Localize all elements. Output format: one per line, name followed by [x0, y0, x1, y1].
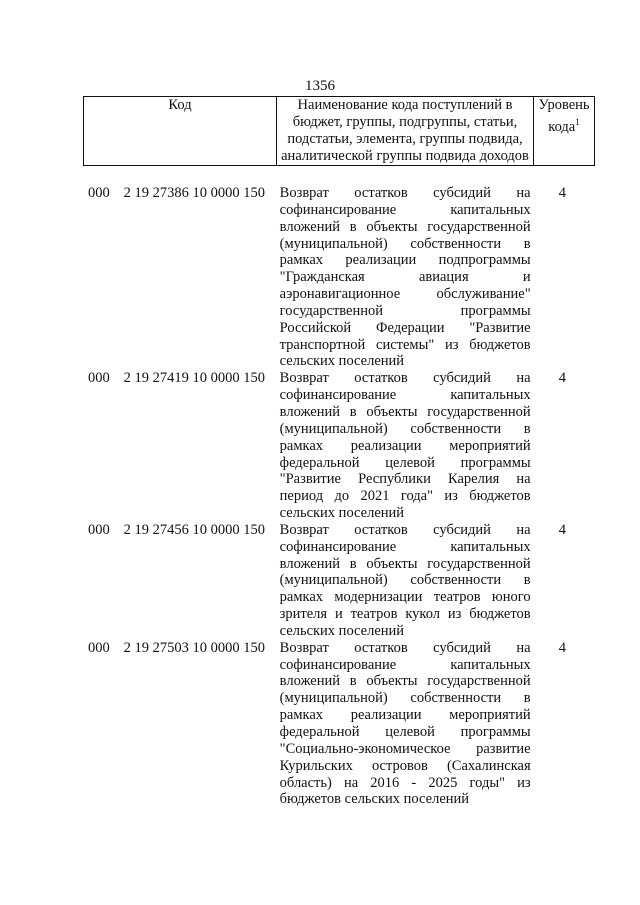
table-row: [88, 640, 588, 808]
income-code: 2 19 27456 10 0000 150: [123, 521, 265, 538]
header-name: Наименование кода поступлений в бюджет, группы, подгруппы, статьи, подстатьи, элемента, группы подвида, аналитической группы подвида доходов: [277, 97, 534, 166]
income-name: Возврат остатков субсидий на софинансирование капитальных вложений в объекты государственной (муниципальной) собственности в рамках реализации мероприятий федеральной целевой программы "Социально-экономическое развитие Курильских островов (Сахалинская область) на 2016 - 2025 годы" из бюджетов сельских поселений: [279, 639, 531, 808]
table-row: [88, 522, 588, 640]
income-name: Возврат остатков субсидий на софинансирование капитальных вложений в объекты государственной (муниципальной) собственности в рамках реализации мероприятий федеральной целевой программы "Развитие Республики Карелия на период до 2021 года" из бюджетов сельских поселений: [279, 370, 531, 522]
code-level: 4: [558, 639, 566, 656]
admin-code: 000: [88, 639, 110, 656]
admin-code: 000: [88, 370, 110, 387]
table-row: [88, 370, 588, 522]
income-name: Возврат остатков субсидий на софинансирование капитальных вложений в объекты государственной (муниципальной) собственности в рамках модернизации театров юного зрителя и театров кукол из бюджетов сельских поселений: [279, 521, 531, 639]
income-code: 2 19 27386 10 0000 150: [123, 185, 265, 201]
income-code: 2 19 27419 10 0000 150: [123, 370, 265, 387]
income-codes-list: [88, 185, 588, 808]
admin-code: 000: [88, 521, 110, 538]
header-level-footnote: 1: [575, 117, 580, 127]
header-level: [534, 97, 595, 166]
header-code: Код: [84, 97, 277, 166]
code-level: 4: [558, 185, 566, 201]
income-name: Возврат остатков субсидий на софинансирование капитальных вложений в объекты государственной (муниципальной) собственности в рамках реализации подпрограммы "Гражданская авиация и аэронавигационное обслуживание" государственной программы Российской Федерации "Развитие транспортной системы" из бюджетов сельских поселений: [279, 185, 531, 370]
admin-code: 000: [88, 185, 110, 201]
code-level: 4: [558, 370, 566, 387]
header-level-label: Уровень кода: [538, 97, 590, 135]
code-level: 4: [558, 521, 566, 538]
income-code: 2 19 27503 10 0000 150: [123, 639, 265, 656]
table-header: [83, 96, 595, 166]
table-row: [88, 185, 588, 370]
page-number: 1356: [305, 78, 335, 94]
